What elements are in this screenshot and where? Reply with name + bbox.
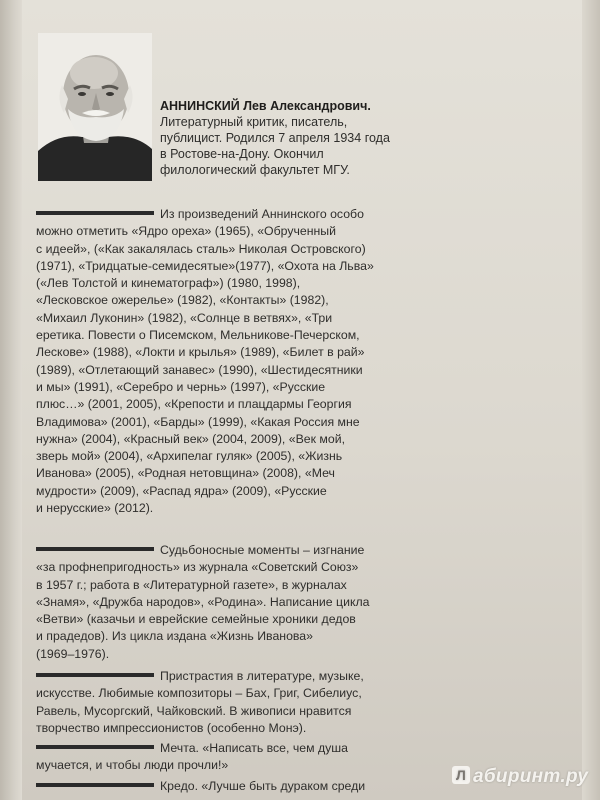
works-line: нужна» (2004), «Красный век» (2004, 2009), «Век мой, <box>36 431 346 446</box>
works-line: «Лесковское ожерелье» (1982), «Контакты» (1982), <box>36 293 329 308</box>
works-line: еретика. Повести о Писемском, Мельникове-Печерском, <box>36 328 360 343</box>
works-line: зверь мой» (2004), «Архипелаг гуляк» (2005), «Жизнь <box>36 449 343 464</box>
section-credo <box>36 778 426 795</box>
credo-line: Кредо. «Лучше быть дураком среди <box>160 779 366 793</box>
works-line: (1971), «Тридцатые-семидесятые»(1977), «Охота на Льва» <box>36 258 374 273</box>
section-rule <box>36 783 154 787</box>
labirint-watermark <box>452 766 588 788</box>
section-dream <box>36 740 426 775</box>
works-line: и нерусские» (2012). <box>36 501 154 516</box>
preferences-line: Равель, Мусоргский, Чайковский. В живописи нравится <box>36 703 352 718</box>
moments-line: (1969–1976). <box>36 646 110 661</box>
works-line: (1989), «Отлетающий занавес» (1990), «Шестидесятники <box>36 362 363 377</box>
author-bio <box>160 98 430 178</box>
preferences-line: творчество импрессионистов (особенно Монэ). <box>36 720 307 735</box>
preferences-line: искусстве. Любимые композиторы – Бах, Григ, Сибелиус, <box>36 686 362 701</box>
moments-line: «Ветви» (казачьи и еврейские семейные хроники дедов <box>36 612 356 627</box>
moments-line: и прадедов). Из цикла издана «Жизнь Иванова» <box>36 629 313 644</box>
moments-line: «Знамя», «Дружба народов», «Родина». Написание цикла <box>36 594 370 609</box>
bio-line: публицист. Родился 7 апреля 1934 года <box>160 131 390 145</box>
moments-line: Судьбоносные моменты – изгнание <box>160 543 365 557</box>
section-preferences <box>36 668 426 737</box>
author-name: АННИНСКИЙ Лев Александрович. <box>160 99 371 113</box>
bio-line: в Ростове-на-Дону. Окончил <box>160 147 324 161</box>
book-spine-shadow <box>0 0 22 800</box>
watermark-text: абиринт.ру <box>473 766 589 787</box>
section-rule <box>36 673 154 677</box>
works-line: с идеей», («Как закалялась сталь» Николая Островского) <box>36 241 366 256</box>
moments-line: «за профнепригодность» из журнала «Советский Союз» <box>36 560 359 575</box>
section-rule <box>36 211 154 215</box>
section-moments <box>36 542 426 663</box>
works-line: «Михаил Луконин» (1982), «Солнце в ветвях», «Три <box>36 310 333 325</box>
section-rule <box>36 745 154 749</box>
section-works <box>36 206 426 517</box>
works-line: Иванова» (2005), «Родная нетовщина» (2008), «Меч <box>36 466 335 481</box>
portrait-illustration <box>38 33 152 181</box>
bio-line: филологический факультет МГУ. <box>160 163 350 177</box>
works-line: можно отметить «Ядро ореха» (1965), «Обрученный <box>36 224 337 239</box>
preferences-line: Пристрастия в литературе, музыке, <box>160 669 364 683</box>
works-line: и мы» (1991), «Серебро и чернь» (1997), «Русские <box>36 379 326 394</box>
dream-line: мучается, и чтобы люди прочли!» <box>36 758 229 773</box>
works-line: Владимова» (2001), «Барды» (1999), «Какая Россия мне <box>36 414 360 429</box>
labirint-logo-icon: Л <box>452 766 470 784</box>
works-line: Лескове» (1988), «Локти и крылья» (1989), «Билет в рай» <box>36 345 365 360</box>
works-line: Из произведений Аннинского особо <box>160 207 364 221</box>
page-edge <box>582 0 600 800</box>
dream-line: Мечта. «Написать все, чем душа <box>160 741 349 755</box>
section-rule <box>36 547 154 551</box>
author-portrait <box>38 33 152 181</box>
moments-line: в 1957 г.; работа в «Литературной газете», в журналах <box>36 577 347 592</box>
works-line: плюс…» (2001, 2005), «Крепости и плацдармы Георгия <box>36 397 352 412</box>
works-line: мудрости» (2009), «Распад ядра» (2009), «Русские <box>36 483 327 498</box>
works-line: («Лев Толстой и кинематограф») (1980, 1998), <box>36 276 301 291</box>
bio-line: Литературный критик, писатель, <box>160 115 348 129</box>
